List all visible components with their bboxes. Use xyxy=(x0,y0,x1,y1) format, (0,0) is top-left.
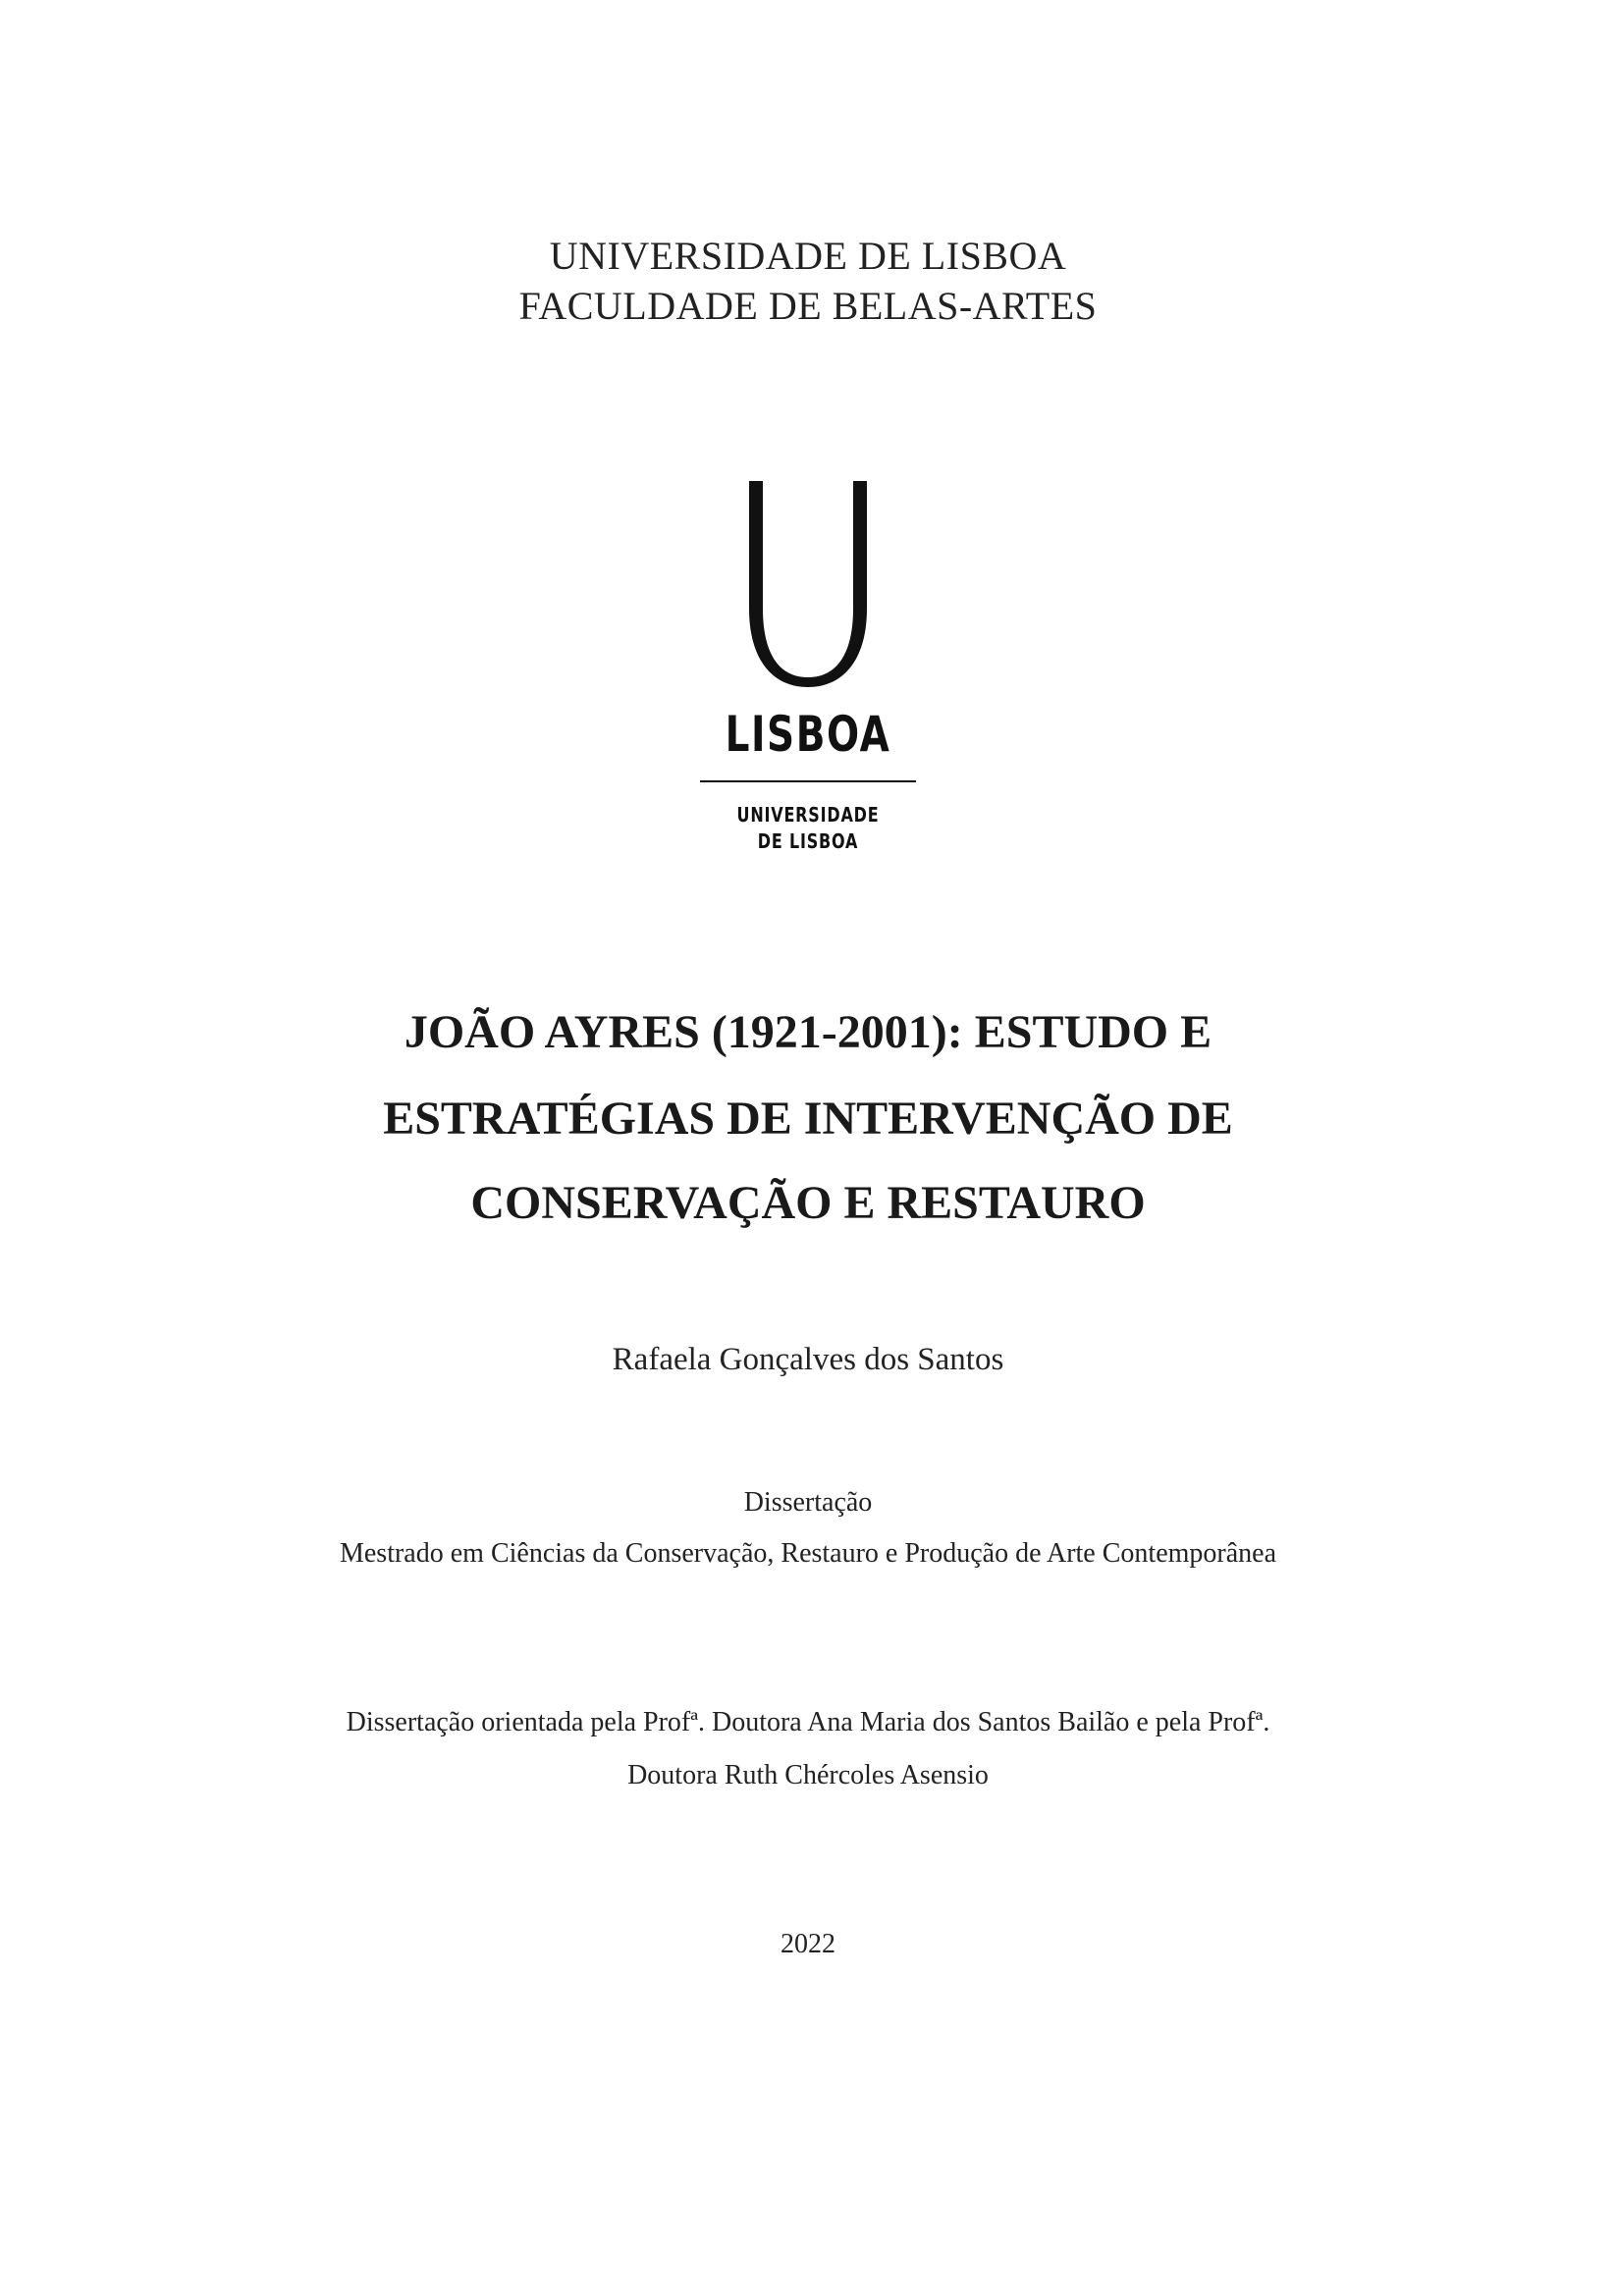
thesis-title-line3: CONSERVAÇÃO E RESTAURO xyxy=(470,1177,1146,1229)
logo-u-mark-icon xyxy=(700,481,916,692)
logo-subtitle-line2: DE LISBOA xyxy=(757,829,859,853)
advisors-line1: Dissertação orientada pela Profª. Doutora Ana Maria dos Santos Bailão e pela Profª. xyxy=(346,1707,1270,1737)
logo-wordmark: LISBOA xyxy=(725,706,891,763)
faculty-name: FACULDADE DE BELAS-ARTES xyxy=(518,284,1098,328)
logo-subtitle-line1: UNIVERSIDADE xyxy=(736,803,880,827)
author-name: Rafaela Gonçalves dos Santos xyxy=(612,1342,1004,1377)
university-name: UNIVERSIDADE DE LISBOA xyxy=(549,234,1067,278)
university-logo xyxy=(700,481,916,864)
publication-year: 2022 xyxy=(781,1929,835,1959)
advisors-line2: Doutora Ruth Chércoles Asensio xyxy=(627,1760,989,1790)
thesis-title-line2: ESTRATÉGIAS DE INTERVENÇÃO DE xyxy=(383,1093,1233,1145)
degree-type: Dissertação xyxy=(743,1487,873,1518)
degree-program: Mestrado em Ciências da Conservação, Restauro e Produção de Arte Contemporânea xyxy=(339,1538,1277,1569)
logo-divider xyxy=(700,780,916,782)
thesis-title-line1: JOÃO AYRES (1921-2001): ESTUDO E xyxy=(404,1006,1212,1058)
